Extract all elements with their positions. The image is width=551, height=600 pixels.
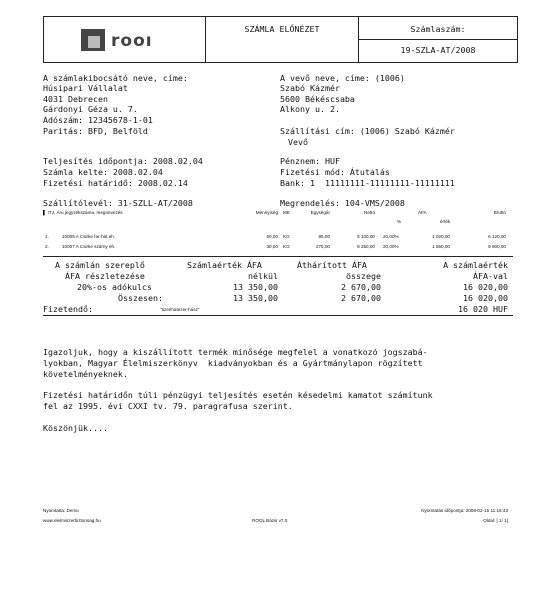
summary-h4b: ÁFA-val [473,271,508,281]
row-gross: 6 120,00 [488,234,506,239]
summary-h1b: ÁFA részletezése [65,271,145,281]
summary-divider [43,315,513,316]
row-price: 275,00 [315,244,330,249]
invoice-header [43,16,518,63]
bank-account: Bank: 1 11111111-11111111-11111111 [280,178,455,188]
summary-h1a: A számlán szereplő [55,260,145,270]
total-label: Összesen: [118,293,163,303]
row-vat-pct: 20,00% [383,234,399,239]
col-gross: Bruttó [493,210,506,215]
row-vat-value: 1 020,00 [432,234,450,239]
seller-tax-number: Adószám: 12345678-1-01 [43,115,153,125]
summary-h4a: A számlaérték [443,260,508,270]
row-qty: 30,00 [266,244,278,249]
row-no: 2. [45,244,49,249]
row-unit: KG [283,234,290,239]
vat-rate-gross: 16 020,00 [463,282,508,292]
table-divider [43,256,513,257]
print-time: Nyomtatás időpontja: 2008-02-15 11:16:43 [421,508,508,513]
invoice-number: 19-SZLA-AT/2008 [400,45,476,55]
website: www.elelmiszerbiztonsag.hu [43,518,101,523]
col-unit: ME [283,210,290,215]
seller-label: A számlakibocsátó neve, címe: [43,73,188,83]
payable-in-words: "tizenhatezer-húsz" [160,307,200,312]
buyer-name: Szabó Kázmér [280,83,340,93]
summary-h3b: összege [346,271,381,281]
invoice-number-cell [359,17,517,62]
currency: Pénznem: HUF [280,156,340,166]
row-net: 5 100,00 [357,234,375,239]
row-no: 1. [45,234,49,239]
summary-h2a: Számlaérték ÁFA [187,260,262,270]
quality-statement-cont: lyokban, Magyar Élelmiszerkönyv kiadványokban és a Gyártmánylapon rögzített [43,358,423,368]
payable-amount: 16 020 HUF [458,304,508,314]
row-name: 10005 A Csirke far-hát eh. [62,234,116,239]
quality-statement-end: követelményeknek. [43,369,128,379]
software-version: ROOL Bázis v7.0 [252,518,288,523]
logo-text: rooı [111,31,153,51]
issue-date: Számla kelte: 2008.02.04 [43,167,163,177]
order-number: Megrendelés: 104-VMS/2008 [280,198,405,208]
fulfilment-date: Teljesítés időpontja: 2008.02.04 [43,156,203,166]
col-price: Egységár [310,210,330,215]
col-net: Nettó [364,210,375,215]
summary-h2b: nélkül [248,271,278,281]
buyer-street: Alkony u. 2. [280,104,340,114]
row-vat-pct: 20,00% [383,244,399,249]
seller-street: Gárdonyi Géza u. 7. [43,104,138,114]
row-gross: 9 900,00 [488,244,506,249]
divider [359,39,517,40]
summary-h3a: Áthárított ÁFA [297,260,367,270]
logo-cell [44,17,206,62]
invoice-number-label: Számlaszám: [410,24,466,34]
col-vat-value: érték [440,219,451,224]
col-vat: ÁFA [418,210,427,215]
document-title: SZÁMLA ELŐNÉZET [244,24,320,34]
row-name: 10007 A Csirke szárny eh. [62,244,116,249]
total-net: 13 350,00 [233,293,278,303]
row-net: 8 250,00 [357,244,375,249]
row-vat-value: 1 650,00 [432,244,450,249]
buyer-label: A vevő neve, címe: (1006) [280,73,405,83]
quality-statement: Igazoljuk, hogy a kiszállított termék minősége megfelel a vonatkozó jogszabá- [43,347,428,357]
late-payment-note: Fizetési határidőn túli pénzügyi teljesítés esetén késedelmi kamatot számítunk [43,390,433,400]
due-date: Fizetési határidő: 2008.02.14 [43,178,188,188]
buyer-city: 5600 Békéscsaba [280,94,355,104]
vat-rate-vat: 2 670,00 [341,282,381,292]
shipping-address: Szállítási cím: (1006) Szabó Kázmér [280,126,455,136]
vat-rate-net: 13 350,00 [233,282,278,292]
payable-label: Fizetendő: [43,304,93,314]
seller-city: 4031 Debrecen [43,94,108,104]
row-unit: KG [283,244,290,249]
title-cell [206,17,359,62]
thanks: Köszönjük.... [43,423,108,433]
seller-name: Húsipari Vállalat [43,83,128,93]
row-price: 85,00 [318,234,330,239]
payment-method: Fizetési mód: Átutalás [280,167,390,177]
printed-by: Nyomtatta: Demo [43,508,79,513]
row-qty: 60,00 [266,234,278,239]
company-logo [81,27,171,57]
col-vat-pct: % [397,219,402,224]
logo-mark-inner [88,36,100,48]
total-gross: 16 020,00 [463,293,508,303]
col-item: ▌ ITJ, Áru jegyzékszáma, megnevezés [43,210,123,215]
seller-parity: Paritás: BFD, Belföld [43,126,148,136]
page-number: Oldal: [ 1/ 1] [483,518,508,523]
late-payment-note-cont: fel az 1995. évi CXXI tv. 79. paragrafusa szerint. [43,401,293,411]
shipping-address-cont: Vevő [288,137,308,147]
delivery-note: Szállítólevél: 31-SZLL-AT/2008 [43,198,193,208]
total-vat: 2 670,00 [341,293,381,303]
col-qty: Mennyiség [255,210,278,215]
vat-rate-label: 20%-os adókulcs [77,282,152,292]
